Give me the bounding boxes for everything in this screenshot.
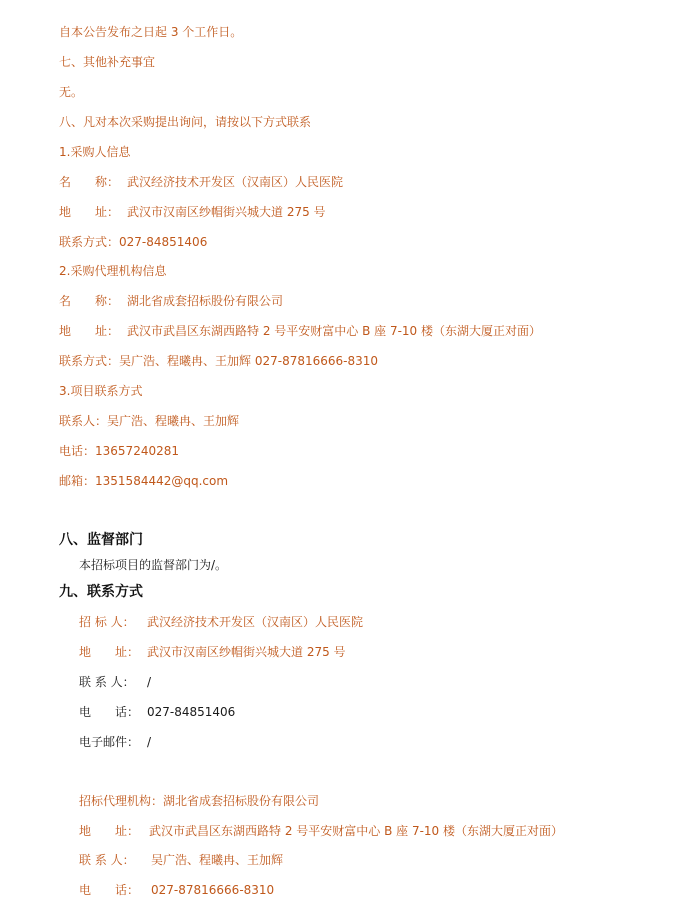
purchaser-address-row [59, 204, 326, 220]
tender-address-label: 地 址： [79, 645, 140, 659]
agency2-person-label: 联 系 人： [79, 853, 135, 867]
tender-address: 武汉市汉南区纱帽街兴城大道 275 号 [147, 645, 346, 659]
purchaser-contact: 027-84851406 [119, 235, 208, 249]
agency-info-title: 2.采购代理机构信息 [59, 264, 167, 278]
tender-name: 武汉经济技术开发区（汉南区）人民医院 [147, 615, 364, 629]
agency-address-row [59, 323, 541, 339]
section-heading-8-supervision: 八、监督部门 [59, 532, 143, 548]
tender-name-row [79, 614, 363, 630]
agency2-name: 湖北省成套招标股份有限公司 [163, 794, 320, 808]
tender-person-label: 联 系 人： [79, 675, 135, 689]
agency2-phone-row [79, 882, 274, 898]
tender-phone-label: 电 话： [79, 705, 140, 719]
project-contact-title: 3.项目联系方式 [59, 384, 143, 398]
agency2-address-row [79, 823, 563, 839]
project-email: 1351584442@qq.com [95, 474, 229, 488]
section-heading-9: 九、联系方式 [59, 584, 143, 600]
agency2-name-row [79, 793, 319, 809]
agency2-person: 吴广浩、程曦冉、王加辉 [151, 853, 284, 867]
project-person-row [59, 413, 239, 429]
agency-contact-label: 联系方式： [59, 354, 120, 368]
project-person: 吴广浩、程曦冉、王加辉 [107, 414, 240, 428]
section-heading-7: 七、其他补充事宜 [59, 55, 156, 69]
agency-name-label: 名 称： [59, 294, 120, 308]
agency2-address-label: 地 址： [79, 824, 140, 838]
agency2-person-row [79, 852, 283, 868]
agency2-address: 武汉市武昌区东湖西路特 2 号平安财富中心 B 座 7-10 楼（东湖大厦正对面） [149, 824, 563, 838]
project-email-row [59, 473, 228, 489]
tender-phone: 027-84851406 [147, 705, 236, 719]
supervision-content: 本招标项目的监督部门为/。 [79, 558, 228, 572]
purchaser-info-title: 1.采购人信息 [59, 145, 131, 159]
tender-email: / [147, 735, 152, 749]
purchaser-name: 武汉经济技术开发区（汉南区）人民医院 [127, 175, 344, 189]
tender-person: / [147, 675, 152, 689]
purchaser-name-label: 名 称： [59, 175, 120, 189]
tender-phone-row [79, 704, 235, 720]
project-phone-row [59, 443, 179, 459]
tender-email-row [79, 734, 151, 750]
agency2-name-label: 招标代理机构： [79, 794, 164, 808]
purchaser-name-row [59, 174, 343, 190]
agency-address-label: 地 址： [59, 324, 120, 338]
previous-line: 自本公告发布之日起 3 个工作日。 [59, 25, 243, 39]
agency-address: 武汉市武昌区东湖西路特 2 号平安财富中心 B 座 7-10 楼（东湖大厦正对面） [127, 324, 541, 338]
section-7-content: 无。 [59, 85, 84, 99]
purchaser-address: 武汉市汉南区纱帽街兴城大道 275 号 [127, 205, 326, 219]
project-phone-label: 电话： [59, 444, 96, 458]
tender-email-label: 电子邮件： [79, 735, 140, 749]
agency2-phone-label: 电 话： [79, 883, 140, 897]
tender-name-label: 招 标 人： [79, 615, 135, 629]
agency-contact: 吴广浩、程曦冉、王加辉 027-87816666-8310 [119, 354, 379, 368]
agency-name-row [59, 293, 283, 309]
purchaser-contact-label: 联系方式： [59, 235, 120, 249]
agency2-phone: 027-87816666-8310 [151, 883, 275, 897]
project-person-label: 联系人： [59, 414, 108, 428]
section-heading-8-inquiry: 八、凡对本次采购提出询问，请按以下方式联系 [59, 115, 312, 129]
agency-name: 湖北省成套招标股份有限公司 [127, 294, 284, 308]
purchaser-address-label: 地 址： [59, 205, 120, 219]
project-email-label: 邮箱： [59, 474, 96, 488]
agency-contact-row [59, 353, 378, 369]
project-phone: 13657240281 [95, 444, 179, 458]
purchaser-contact-row [59, 234, 207, 250]
tender-address-row [79, 644, 346, 660]
tender-person-row [79, 674, 151, 690]
